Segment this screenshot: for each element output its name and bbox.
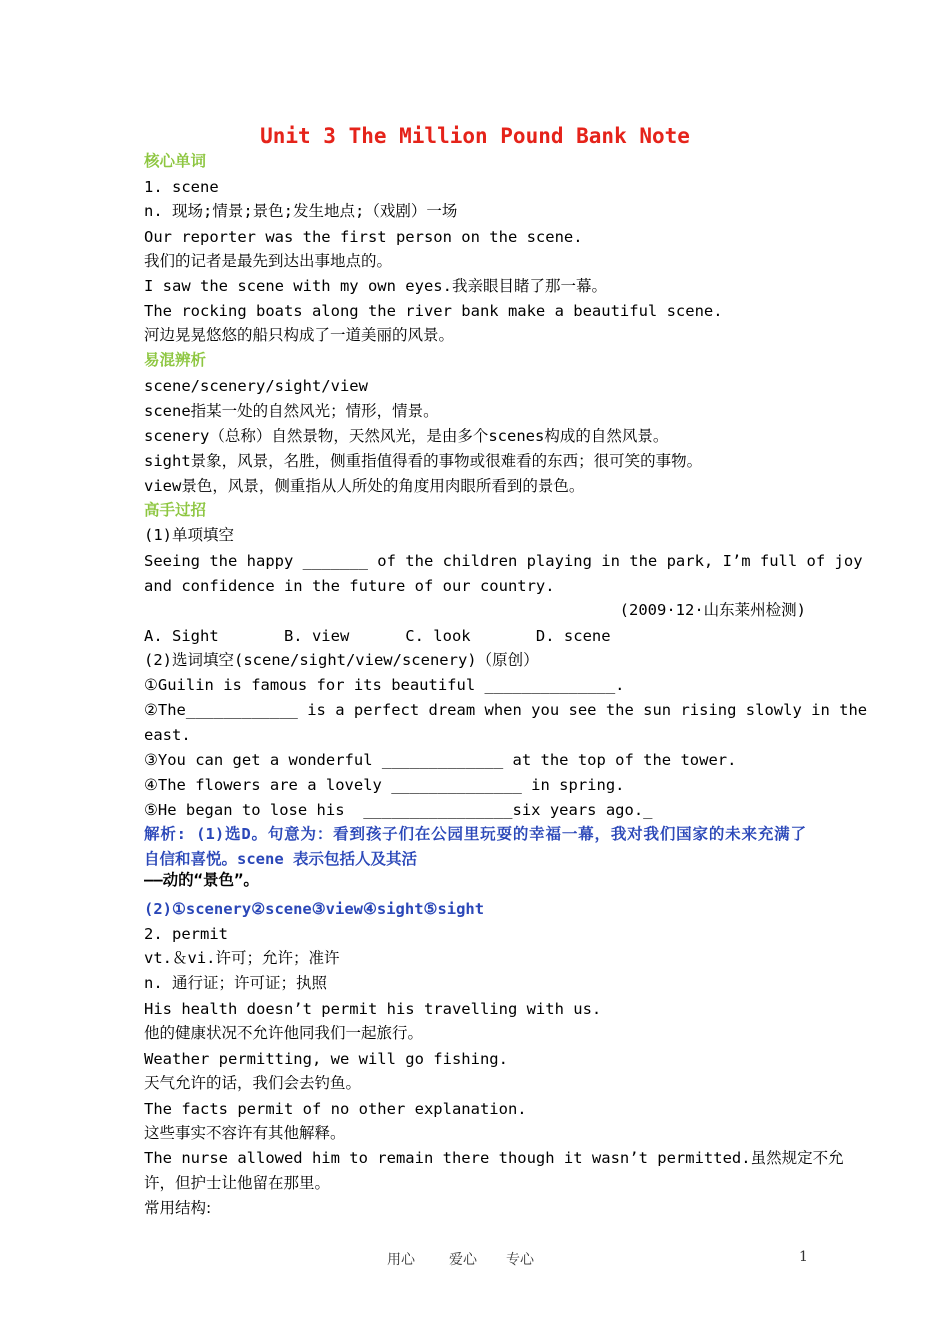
translation-line: 他的健康状况不允许他同我们一起旅行。: [144, 1024, 424, 1042]
answer-explanation: 自信和喜悦。scene 表示包括人及其活: [144, 850, 417, 868]
example-sentence: I saw the scene with my own eyes.我亲眼目睹了那一幕。: [144, 277, 607, 295]
footer-word: 用心: [387, 1252, 415, 1268]
exercise-question: and confidence in the future of our country.: [144, 577, 555, 595]
exercise-heading: (2)选词填空(scene/sight/view/scenery)（原创）: [144, 651, 539, 669]
distinction-line: scenery（总称）自然景物，天然风光，是由多个scenes构成的自然风景。: [144, 427, 669, 445]
exercise-item: ④The flowers are a lovely ______________ in spring.: [144, 776, 625, 794]
definition-line: n. 现场;情景;景色;发生地点;（戏剧）一场: [144, 202, 458, 220]
answer-options: A. Sight B. view C. look D. scene: [144, 627, 611, 645]
exercise-item: ⑤He began to lose his ________________six years ago._: [144, 801, 653, 819]
translation-line: 河边晃晃悠悠的船只构成了一道美丽的风景。: [144, 326, 455, 344]
section-heading-core-words: 核心单词: [144, 152, 207, 170]
example-sentence: His health doesn’t permit his travelling with us.: [144, 1000, 602, 1018]
page-number: 1: [799, 1249, 808, 1265]
exercise-item: ③You can get a wonderful _____________ at the top of the tower.: [144, 751, 737, 769]
example-sentence: Our reporter was the first person on the scene.: [144, 228, 583, 246]
exercise-heading: (1)单项填空: [144, 526, 234, 544]
exercise-question: Seeing the happy _______ of the children playing in the park, I’m full of joy: [144, 552, 863, 570]
section-heading-exercises: 高手过招: [144, 501, 207, 519]
definition-line: vt.＆vi.许可；允许；准许: [144, 949, 340, 967]
translation-line: 许，但护士让他留在那里。: [144, 1174, 331, 1192]
distinction-line: view景色，风景，侧重指从人所处的角度用肉眼所看到的景色。: [144, 477, 585, 495]
page-title: Unit 3 The Million Pound Bank Note: [260, 124, 690, 148]
source-note: (2009·12·山东莱州检测): [619, 601, 806, 619]
word-entry-permit: 2. permit: [144, 925, 228, 943]
example-sentence: The rocking boats along the river bank make a beautiful scene.: [144, 302, 723, 320]
structure-heading: 常用结构:: [144, 1199, 212, 1217]
translation-line: 我们的记者是最先到达出事地点的。: [144, 252, 393, 270]
answer-key: (2)①scenery②scene③view④sight⑤sight: [144, 900, 485, 918]
word-group-line: scene/scenery/sight/view: [144, 377, 368, 395]
footer-word: 爱心: [449, 1252, 477, 1268]
translation-line: 这些事实不容许有其他解释。: [144, 1124, 346, 1142]
exercise-item: east.: [144, 726, 191, 744]
exercise-item: ②The____________ is a perfect dream when you see the sun rising slowly in the: [144, 701, 868, 719]
word-entry-scene: 1. scene: [144, 178, 219, 196]
example-sentence: The nurse allowed him to remain there though it wasn’t permitted.虽然规定不允: [144, 1149, 844, 1167]
answer-explanation-continued: ——动的“景色”。: [144, 871, 259, 889]
definition-line: n. 通行证；许可证；执照: [144, 974, 327, 992]
example-sentence: The facts permit of no other explanation.: [144, 1100, 527, 1118]
example-sentence: Weather permitting, we will go fishing.: [144, 1050, 508, 1068]
distinction-line: sight景象，风景，名胜，侧重指值得看的事物或很难看的东西；很可笑的事物。: [144, 452, 703, 470]
section-heading-distinction: 易混辨析: [144, 351, 207, 369]
distinction-line: scene指某一处的自然风光；情形，情景。: [144, 402, 439, 420]
footer-word: 专心: [506, 1252, 534, 1268]
translation-line: 天气允许的话，我们会去钓鱼。: [144, 1074, 362, 1092]
answer-explanation: 解析: (1)选D。句意为：看到孩子们在公园里玩耍的幸福一幕，我对我们国家的未来充满了: [144, 825, 806, 843]
exercise-item: ①Guilin is famous for its beautiful ______________.: [144, 676, 625, 694]
